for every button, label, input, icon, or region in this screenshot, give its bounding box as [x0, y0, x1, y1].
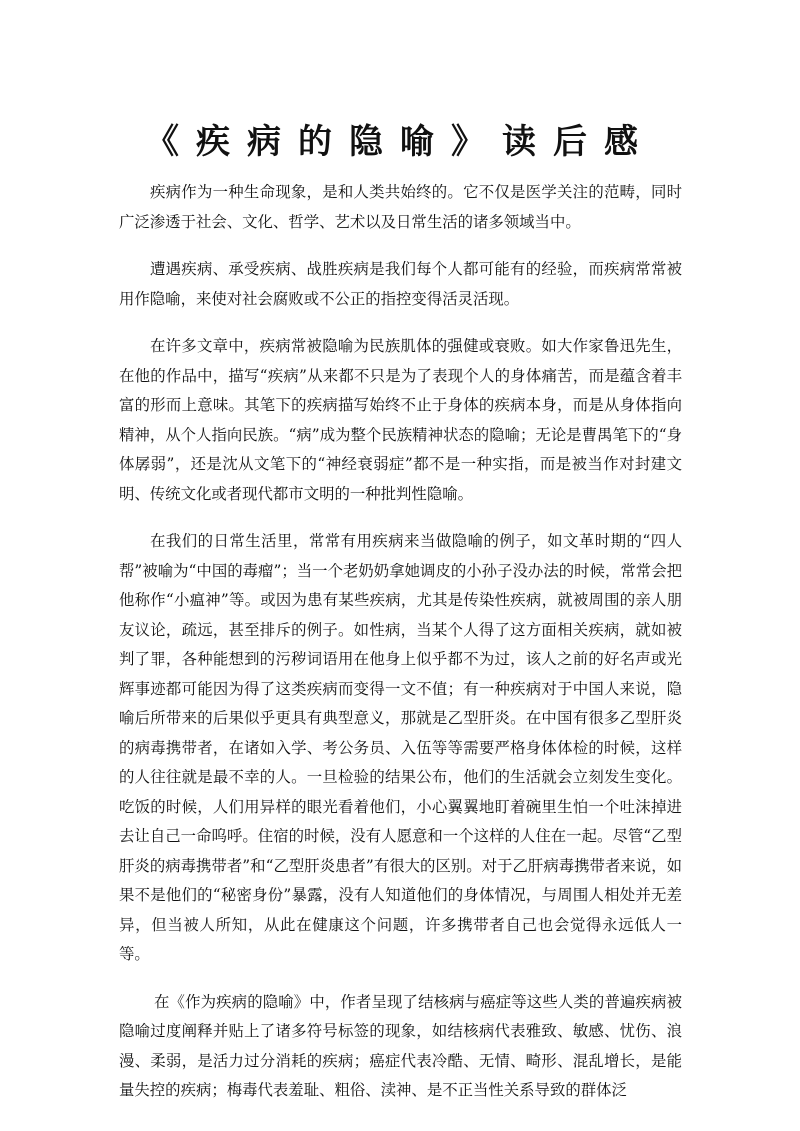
paragraph: 在许多文章中，疾病常被隐喻为民族肌体的强健或衰败。如大作家鲁迅先生，在他的作品中，描写“疾病”从来都不只是为了表现个人的身体痛苦，而是蕴含着丰富的形而上意味。其笔下的疾病描写始终不止于身体的疾病本身，而是从身体指向精神，从个人指向民族。“病”成为整个民族精神状态的隐喻；无论是曹禺笔下的“身体孱弱”，还是沈从文笔下的“神经衰弱症”都不是一种实指，而是被当作对封建文明、传统文化或者现代都市文明的一种批判性隐喻。: [119, 337, 682, 503]
paragraph: 在我们的日常生活里，常常有用疾病来当做隐喻的例子，如文革时期的“四人帮”被喻为“中国的毒瘤”；当一个老奶奶拿她调皮的小孙子没办法的时候，常常会把他称作“小瘟神”等。或因为患有某些疾病，尤其是传染性疾病，就被周围的亲人朋友议论，疏远，甚至排斥的例子。如性病，当某个人得了这方面相关疾病，就如被判了罪，各种能想到的污秽词语用在他身上似乎都不为过，该人之前的好名声或光辉事迹都可能因为得了这类疾病而变得一文不值；有一种疾病对于中国人来说，隐喻后所带来的后果似乎更具有典型意义，那就是乙型肝炎。在中国有很多乙型肝炎的病毒携带者，在诸如入学、考公务员、入伍等等需要严格身体体检的时候，这样的人往往就是最不幸的人。一旦检验的结果公布，他们的生活就会立刻发生变化。吃饭的时候，人们用异样的眼光看着他们，小心翼翼地盯着碗里生怕一个吐沫掉进去让自己一命呜呼。住宿的时候，没有人愿意和一个这样的人住在一起。尽管“乙型肝炎的病毒携带者”和“乙型肝炎患者”有很大的区别。对于乙肝病毒携带者来说，如果不是他们的“秘密身份”暴露，没有人知道他们的身体情况，与周围人相处并无差异，但当被人所知，从此在健康这个问题，许多携带者自己也会觉得永远低人一等。: [119, 532, 682, 963]
document-body: [119, 178, 682, 1124]
document-title: 《疾病的隐喻》读后感: [145, 122, 655, 162]
paragraph: 疾病作为一种生命现象，是和人类共始终的。它不仅是医学关注的范畴，同时广泛渗透于社会、文化、哲学、艺术以及日常生活的诸多领域当中。: [119, 183, 682, 231]
paragraph: 在《作为疾病的隐喻》中，作者呈现了结核病与癌症等这些人类的普遍疾病被隐喻过度阐释并贴上了诸多符号标签的现象，如结核病代表雅致、敏感、忧伤、浪漫、柔弱，是活力过分消耗的疾病；癌症代表冷酷、无情、畸形、混乱增长，是能量失控的疾病；梅毒代表羞耻、粗俗、渎神、是不正当性关系导致的群体泛: [119, 992, 682, 1099]
paragraph: 遭遇疾病、承受疾病、战胜疾病是我们每个人都可能有的经验，而疾病常常被用作隐喻，来使对社会腐败或不公正的指控变得活灵活现。: [119, 260, 682, 308]
